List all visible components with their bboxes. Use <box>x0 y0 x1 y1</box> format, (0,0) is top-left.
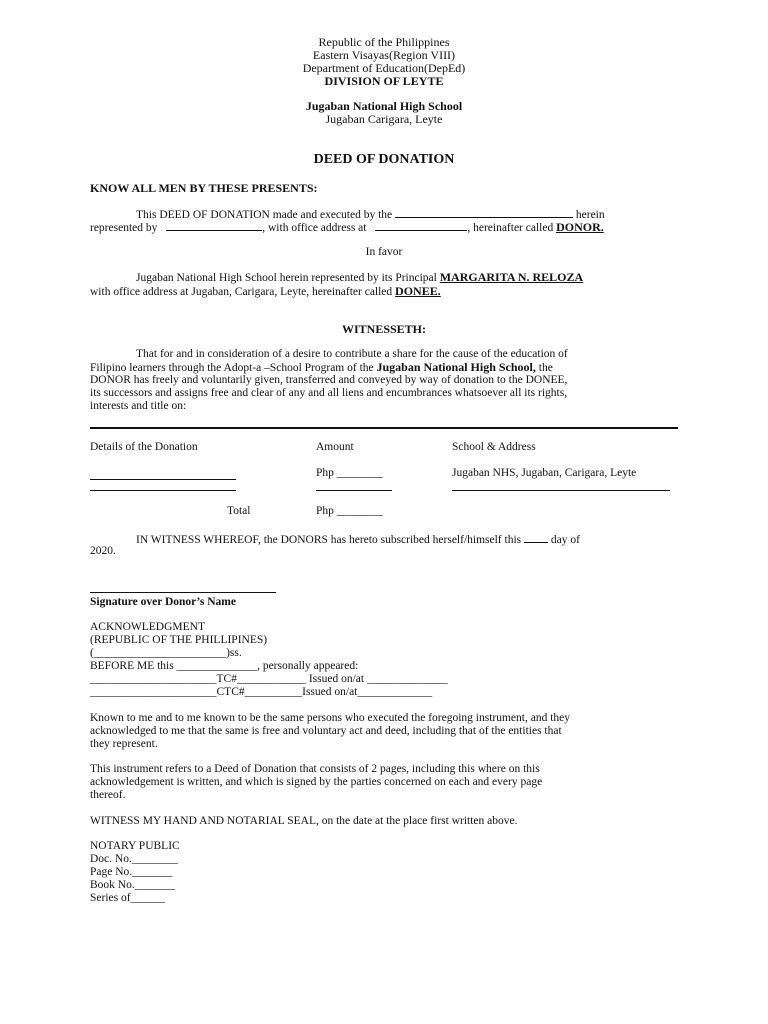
header-school: Jugaban National High School <box>305 99 463 113</box>
school-name-bold: Jugaban National High School, <box>376 360 536 374</box>
office-address-blank <box>375 220 467 231</box>
known-line-2: acknowledged to me that the same is free and voluntary act and deed, including that of the entities that <box>90 725 562 737</box>
donee-label: DONEE. <box>395 284 441 298</box>
ack-before-me: BEFORE ME this ______________, personally appeared: <box>90 660 359 672</box>
intro-text-2a: represented by <box>90 222 158 234</box>
witness-text-2c: the <box>538 362 553 374</box>
donor-label: DONOR. <box>556 220 604 234</box>
detail-blank-1 <box>90 479 236 480</box>
table-header-school: School & Address <box>452 441 536 453</box>
amount-blank-2 <box>316 490 392 491</box>
header-address: Jugaban Carigara, Leyte <box>325 112 443 126</box>
instrument-line-1: This instrument refers to a Deed of Donation that consists of 2 pages, including this where on this <box>90 763 540 775</box>
notary-page-no: Page No._______ <box>90 866 173 878</box>
day-blank <box>524 532 548 543</box>
know-all-heading: KNOW ALL MEN BY THESE PRESENTS: <box>90 181 318 195</box>
table-header-amount: Amount <box>316 441 354 453</box>
in-witness-year: 2020. <box>90 545 116 557</box>
witness-line-5: interests and title on: <box>90 400 187 412</box>
instrument-line-2: acknowledgement is written, and which is signed by the parties concerned on each and every page <box>90 776 543 788</box>
donee-line-1 <box>136 271 583 285</box>
ack-ss: (_______________________)ss. <box>90 647 242 659</box>
in-witness-line-1 <box>136 532 580 547</box>
notary-series: Series of______ <box>90 892 166 904</box>
header-republic: Republic of the Philippines <box>318 35 450 49</box>
witnesseth-heading: WITNESSETH: <box>341 322 427 336</box>
principal-name: MARGARITA N. RELOZA <box>439 270 584 284</box>
intro-text-2b: , with office address at <box>262 222 367 234</box>
row1-amount: Php ________ <box>316 467 383 479</box>
in-witness-text: IN WITNESS WHEREOF, the DONORS has hereto subscribed herself/himself this <box>136 534 522 546</box>
ack-republic: (REPUBLIC OF THE PHILLIPINES) <box>90 634 268 646</box>
in-favor: In favor <box>365 246 403 258</box>
notary-title: NOTARY PUBLIC <box>90 840 180 852</box>
ack-title: ACKNOWLEDGMENT <box>90 621 205 633</box>
known-line-1: Known to me and to me known to be the same persons who executed the foregoing instrument, and they <box>90 712 571 724</box>
witness-line-2 <box>90 361 553 375</box>
table-header-details: Details of the Donation <box>90 441 198 453</box>
representative-blank <box>166 220 262 231</box>
intro-text-1b: herein <box>575 209 605 221</box>
known-line-3: they represent. <box>90 738 158 750</box>
witness-line-1: That for and in consideration of a desire to contribute a share for the cause of the education of <box>136 348 568 360</box>
row1-school: Jugaban NHS, Jugaban, Carigara, Leyte <box>452 467 637 479</box>
school-blank-2 <box>452 490 670 491</box>
day-of-text: day of <box>550 534 580 546</box>
header-region: Eastern Visayas(Region VIII) <box>312 48 456 62</box>
witness-line-4: its successors and assigns free and clear of any and all liens and encumbrances whatsoever all its rights, <box>90 387 568 399</box>
header-deped: Department of Education(DepEd) <box>302 61 466 75</box>
notary-book-no: Book No._______ <box>90 879 175 891</box>
ack-row-1: ______________________TC#____________ Issued on/at ______________ <box>90 673 448 685</box>
donee-text-2a: with office address at Jugaban, Carigara, Leyte, hereinafter called <box>90 286 393 298</box>
total-amount: Php ________ <box>316 505 383 517</box>
header-division: DIVISION OF LEYTE <box>324 74 444 88</box>
instrument-line-3: thereof. <box>90 789 126 801</box>
notary-doc-no: Doc. No.________ <box>90 853 178 865</box>
intro-text-1a: This DEED OF DONATION made and executed by the <box>136 209 393 221</box>
document-title: DEED OF DONATION <box>313 152 455 167</box>
ack-row-2: ______________________CTC#__________Issued on/at_____________ <box>90 686 433 698</box>
donor-name-blank <box>395 207 573 218</box>
divider-line <box>90 427 678 429</box>
witness-line-3: DONOR has freely and voluntarily given, transferred and conveyed by way of donation to the DONEE, <box>90 374 568 386</box>
witness-hand-line: WITNESS MY HAND AND NOTARIAL SEAL, on the date at the place first written above. <box>90 815 518 827</box>
detail-blank-2 <box>90 490 236 491</box>
witness-text-2a: Filipino learners through the Adopt-a –School Program of the <box>90 362 374 374</box>
donee-line-2 <box>90 285 441 299</box>
signature-label: Signature over Donor’s Name <box>90 596 236 608</box>
signature-line <box>90 592 276 593</box>
intro-line-2 <box>90 220 604 235</box>
donee-text-1a: Jugaban National High School herein represented by its Principal <box>136 272 437 284</box>
intro-text-2c: , hereinafter called <box>467 222 554 234</box>
total-label: Total <box>227 505 251 517</box>
